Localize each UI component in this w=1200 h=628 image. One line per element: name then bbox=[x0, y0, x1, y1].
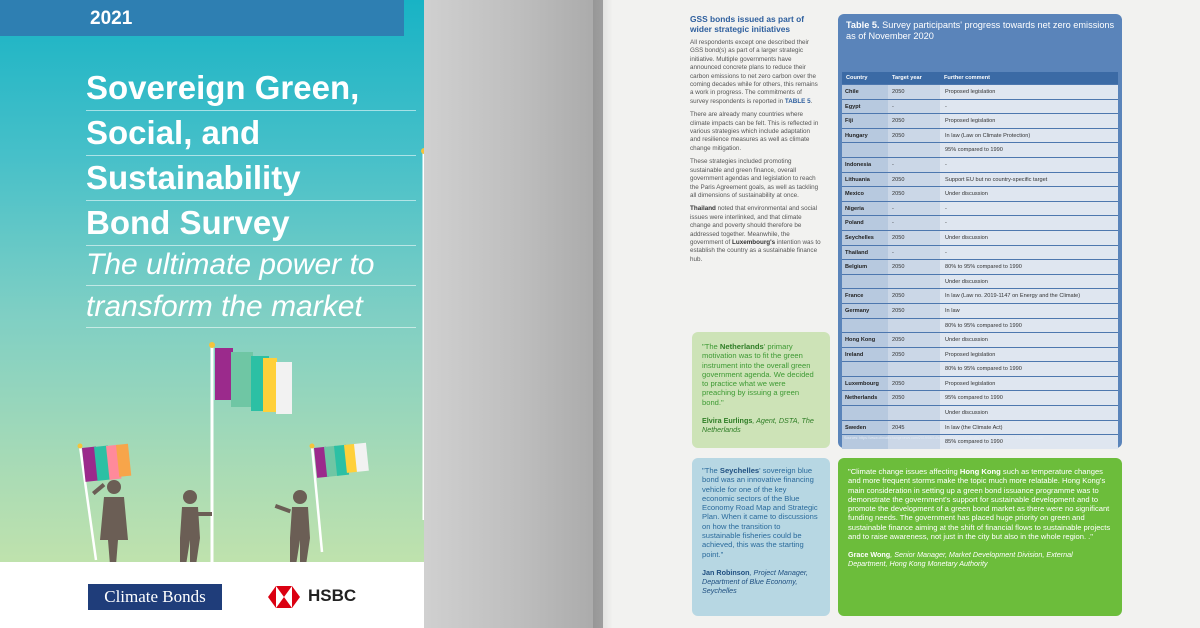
table-header-row bbox=[842, 72, 1118, 84]
table-cell-country: Chile bbox=[842, 85, 888, 99]
table-row bbox=[842, 128, 1118, 143]
flags-illustration bbox=[0, 0, 424, 628]
quote-hong-kong bbox=[838, 458, 1122, 616]
table-row bbox=[842, 99, 1118, 114]
table-cell-target-year: 2050 bbox=[888, 129, 940, 143]
cover-page bbox=[0, 0, 424, 628]
title-line: Social, and bbox=[86, 111, 416, 156]
quote-author: Elvira Eurlings, Agent, DSTA, The Netherlands bbox=[702, 416, 814, 434]
table-row bbox=[842, 288, 1118, 303]
quote-seychelles bbox=[692, 458, 830, 616]
table-cell-target-year: - bbox=[888, 246, 940, 260]
table-row bbox=[842, 142, 1118, 157]
subtitle-line: transform the market bbox=[86, 286, 416, 328]
table-cell-comment: 95% compared to 1990 bbox=[940, 143, 1118, 157]
fold-shadow bbox=[593, 0, 613, 628]
cover-year: 2021 bbox=[90, 8, 133, 29]
table-row bbox=[842, 245, 1118, 260]
table-cell-country: Lithuania bbox=[842, 173, 888, 187]
table-cell-target-year: 2050 bbox=[888, 377, 940, 391]
table-row bbox=[842, 420, 1118, 435]
table-row bbox=[842, 318, 1118, 333]
table-cell-comment: Under discussion bbox=[940, 275, 1118, 289]
table-cell-target-year: 2050 bbox=[888, 348, 940, 362]
table-cell-comment: Proposed legislation bbox=[940, 377, 1118, 391]
table-cell-country bbox=[842, 275, 888, 289]
table-cell-comment: - bbox=[940, 216, 1118, 230]
table-row bbox=[842, 172, 1118, 187]
article-paragraph: There are already many countries where climate impacts can be felt. This is reflected in various strategies which include adaptation and resilience measures as well as climate change mitigation. bbox=[690, 111, 819, 152]
page-fold bbox=[424, 0, 603, 628]
table-cell-target-year: 2050 bbox=[888, 85, 940, 99]
table-cell-country: France bbox=[842, 289, 888, 303]
table-cell-country: Nigeria bbox=[842, 202, 888, 216]
quote-text: "Climate change issues affecting Hong Kong such as temperature changes and more frequent storms make the topic much more relatable. Hong Kong's main consideration in setting up a green bond issuance programme was to demonstrate the government's support for sustainable development and to promote the development of a green bond market as there were no significant funding needs. The government has placed huge priority on green and sustainable finance aiming at the shift of financial flows to sustainable projects and to raise awareness, not just in the city but also in the whole region. ." bbox=[848, 467, 1111, 542]
table-cell-comment: Under discussion bbox=[940, 187, 1118, 201]
flag-small-icon bbox=[310, 443, 369, 552]
title-line: Sustainability bbox=[86, 156, 416, 201]
table-row bbox=[842, 113, 1118, 128]
table-cell-target-year bbox=[888, 143, 940, 157]
table-row bbox=[842, 361, 1118, 376]
flag-center-icon bbox=[209, 342, 292, 565]
cover-footer bbox=[0, 562, 424, 628]
table-cell-country: Seychelles bbox=[842, 231, 888, 245]
table-cell-comment: 80% to 95% compared to 1990 bbox=[940, 362, 1118, 376]
table-row bbox=[842, 157, 1118, 172]
table-row bbox=[842, 186, 1118, 201]
table-cell-target-year: 2050 bbox=[888, 231, 940, 245]
hsbc-hexagon-icon bbox=[268, 586, 300, 608]
table-cell-comment: - bbox=[940, 158, 1118, 172]
quote-text: "The Netherlands' primary motivation was to fit the green instrument into the overall green government agenda. We decided to practice what we were preaching by issuing a green bond." bbox=[702, 342, 814, 407]
table-row bbox=[842, 347, 1118, 362]
table-cell-comment: 95% compared to 1990 bbox=[940, 391, 1118, 405]
table-cell-country bbox=[842, 143, 888, 157]
table-cell-comment: In law bbox=[940, 304, 1118, 318]
table-row bbox=[842, 215, 1118, 230]
table-row bbox=[842, 84, 1118, 99]
table-cell-country: Egypt bbox=[842, 100, 888, 114]
table-cell-target-year: 2050 bbox=[888, 260, 940, 274]
article-paragraph: These strategies included promoting sustainable and green finance, overall government agendas and legislation to reach the Paris Agreement goals, as well as tackling all dimensions of sustainability at once. bbox=[690, 158, 819, 199]
subtitle-line: The ultimate power to bbox=[86, 244, 416, 286]
table-cell-target-year bbox=[888, 406, 940, 420]
table-row bbox=[842, 230, 1118, 245]
quote-author: Grace Wong, Senior Manager, Market Development Division, External Department, Hong Kong Monetary Authority bbox=[848, 550, 1073, 569]
table-cell-comment: Proposed legislation bbox=[940, 348, 1118, 362]
table-cell-country bbox=[842, 362, 888, 376]
table-cell-target-year: 2050 bbox=[888, 114, 940, 128]
table-cell-target-year: 2050 bbox=[888, 333, 940, 347]
table-cell-target-year: 2050 bbox=[888, 304, 940, 318]
table-row bbox=[842, 405, 1118, 420]
table-cell-country: Belgium bbox=[842, 260, 888, 274]
article-paragraph: Thailand noted that environmental and social issues were interlinked, and that climate change and poverty should therefore be addressed together. Meanwhile, the government of Luxembourg's intention was to establish the country as a sustainable finance hub. bbox=[690, 205, 821, 263]
table-cell-country: Hong Kong bbox=[842, 333, 888, 347]
table-cell-country: Netherlands bbox=[842, 391, 888, 405]
article-paragraph: All respondents except one described their GSS bond(s) as part of a larger strategic initiative. Multiple governments have announced concrete plans to reduce their carbon emissions to net zero carbon over the coming decades while for others, this remains a work in progress. The commitments of survey respondents is reported in TABLE 5. bbox=[690, 39, 818, 105]
table-cell-comment: Support EU but no country-specific target bbox=[940, 173, 1118, 187]
table-row bbox=[842, 303, 1118, 318]
table-cell-country: Luxembourg bbox=[842, 377, 888, 391]
article-column bbox=[690, 14, 822, 269]
table-row bbox=[842, 201, 1118, 216]
table-cell-target-year bbox=[888, 275, 940, 289]
table-cell-target-year: 2050 bbox=[888, 173, 940, 187]
table-cell-country: Hungary bbox=[842, 129, 888, 143]
table-cell-target-year: 2050 bbox=[888, 391, 940, 405]
table-cell-country: Sweden bbox=[842, 421, 888, 435]
table-row bbox=[842, 259, 1118, 274]
table-cell-comment: In law (Law on Climate Protection) bbox=[940, 129, 1118, 143]
table-source: Sources: https://www.climatechangenews.com/2019/06/14/countries-net-zero-climate-goal/ and https://eciu.net/netzerotracker bbox=[844, 436, 1044, 440]
table-cell-target-year: 2050 bbox=[888, 289, 940, 303]
table-cell-comment: Proposed legislation bbox=[940, 114, 1118, 128]
table-cell-comment: 80% to 95% compared to 1990 bbox=[940, 319, 1118, 333]
quote-netherlands bbox=[692, 332, 830, 448]
table-cell-target-year bbox=[888, 319, 940, 333]
table-header-comment: Further comment bbox=[944, 75, 990, 81]
table-row bbox=[842, 376, 1118, 391]
table-cell-comment: - bbox=[940, 246, 1118, 260]
table-cell-comment: Under discussion bbox=[940, 231, 1118, 245]
table-cell-comment: In law (Law no. 2019-1147 on Energy and the Climate) bbox=[940, 289, 1118, 303]
table-cell-target-year: - bbox=[888, 158, 940, 172]
table-cell-country: Ireland bbox=[842, 348, 888, 362]
table-cell-target-year: - bbox=[888, 216, 940, 230]
table-cell-comment: - bbox=[940, 202, 1118, 216]
people-figures-icon bbox=[92, 480, 424, 565]
table-row bbox=[842, 332, 1118, 347]
quote-author: Jan Robinson, Project Manager, Department of Blue Economy, Seychelles bbox=[702, 567, 808, 595]
table-cell-country: Mexico bbox=[842, 187, 888, 201]
table-header-country: Country bbox=[846, 75, 868, 81]
table-row bbox=[842, 390, 1118, 405]
article-heading: GSS bonds issued as part of wider strategic initiatives bbox=[690, 14, 805, 34]
table-cell-comment: 80% to 95% compared to 1990 bbox=[940, 260, 1118, 274]
table-header-target-year: Target year bbox=[892, 75, 922, 81]
table-cell-target-year: 2050 bbox=[888, 187, 940, 201]
table-cell-comment: Proposed legislation bbox=[940, 85, 1118, 99]
table-cell-target-year: - bbox=[888, 100, 940, 114]
table-cell-target-year: 2045 bbox=[888, 421, 940, 435]
table-row bbox=[842, 274, 1118, 289]
table-cell-country: Indonesia bbox=[842, 158, 888, 172]
climate-bonds-logo: Climate Bonds bbox=[88, 584, 222, 610]
table-body bbox=[842, 84, 1118, 449]
table-cell-country bbox=[842, 319, 888, 333]
table-cell-country bbox=[842, 406, 888, 420]
table-cell-country: Poland bbox=[842, 216, 888, 230]
title-line: Bond Survey bbox=[86, 201, 416, 246]
table-reference[interactable]: TABLE 5 bbox=[784, 97, 811, 105]
table-cell-comment: In law (the Climate Act) bbox=[940, 421, 1118, 435]
table-cell-country: Germany bbox=[842, 304, 888, 318]
table-cell-target-year bbox=[888, 362, 940, 376]
hsbc-logo-text: HSBC bbox=[308, 586, 357, 605]
table-cell-target-year: - bbox=[888, 202, 940, 216]
table-cell-comment: Under discussion bbox=[940, 333, 1118, 347]
title-line: Sovereign Green, bbox=[86, 66, 416, 111]
table-cell-country: Thailand bbox=[842, 246, 888, 260]
table-cell-comment: 85% compared to 1990 bbox=[940, 435, 1118, 449]
table-cell-comment: - bbox=[940, 100, 1118, 114]
table-title: Table 5. Survey participants' progress towards net zero emissions as of November 2020 bbox=[846, 20, 1115, 41]
table-cell-country: Fiji bbox=[842, 114, 888, 128]
quote-text: "The Seychelles' sovereign blue bond was an innovative financing vehicle for one of the key economic sectors of the Blue Economy Road Map and Strategic Plan. When it came to discussions on how the transition to sustainable fisheries could be achieved, this was the starting point." bbox=[702, 466, 818, 559]
table-5 bbox=[838, 14, 1122, 448]
table-cell-comment: Under discussion bbox=[940, 406, 1118, 420]
